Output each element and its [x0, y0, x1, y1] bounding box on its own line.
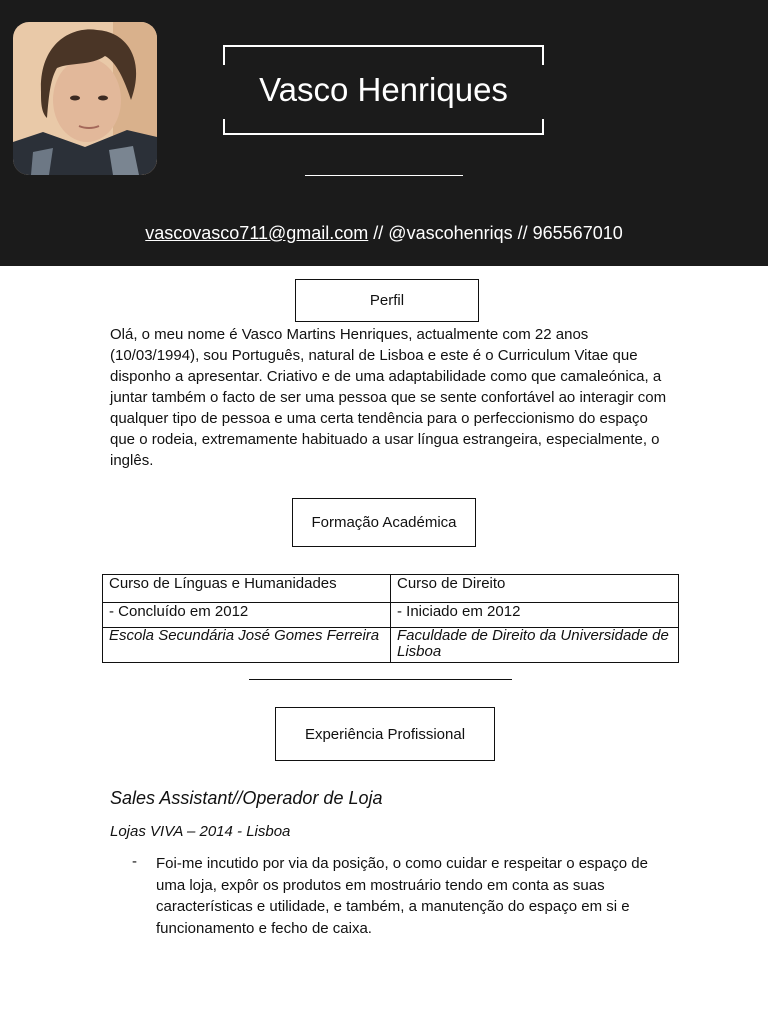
table-row: [103, 575, 679, 603]
job-title: Sales Assistant//Operador de Loja: [110, 788, 383, 808]
table-cell: Faculdade de Direito da Universidade de Lisboa: [391, 628, 679, 663]
job-description: Foi-me incutido por via da posição, o como cuidar e respeitar o espaço de uma loja, expôr os produtos em mostruário tendo em conta as suas características e utilidade, e também, a manutenção do espaço em si e funcionamento e fecho de caixa.: [156, 855, 648, 937]
table-cell: Curso de Direito: [391, 575, 679, 603]
table-cell: Escola Secundária José Gomes Ferreira: [103, 628, 391, 663]
table-cell: - Iniciado em 2012: [391, 603, 679, 628]
email-link[interactable]: vascovasco711@gmail.com: [145, 223, 369, 243]
contact-details: // @vascohenriqs // 965567010: [368, 223, 623, 243]
section-experiencia-label: Experiência Profissional: [275, 707, 495, 761]
education-table: [102, 574, 679, 663]
table-row: [103, 628, 679, 663]
table-cell: - Concluído em 2012: [103, 603, 391, 628]
name-divider: [305, 175, 463, 176]
bullet-dash: -: [132, 853, 137, 870]
section-perfil-label: Perfil: [295, 279, 479, 322]
profile-photo: [13, 22, 157, 175]
perfil-text: Olá, o meu nome é Vasco Martins Henriques, actualmente com 22 anos (10/03/1994), sou Português, natural de Lisboa e este é o Curriculum Vitae que disponho a apresentar. Criativo e de uma adaptabilidade como que camaleónica, a juntar também o facto de ser uma pessoa que se sente confortável ao interagir com qualquer tipo de pessoa e uma certa tendência para o perfeccionismo do espaço que o rodeia, extremamente habituado a usar língua estrangeira, especialmente, o inglês.: [110, 326, 667, 469]
contact-line: [0, 223, 768, 244]
header-banner: [0, 0, 768, 266]
section-divider: [249, 679, 512, 680]
section-formacao-label: Formação Académica: [292, 498, 476, 547]
person-name: Vasco Henriques: [259, 71, 508, 108]
job-employer: Lojas VIVA – 2014 - Lisboa: [110, 823, 291, 840]
table-row: [103, 603, 679, 628]
table-cell: Curso de Línguas e Humanidades: [103, 575, 391, 603]
